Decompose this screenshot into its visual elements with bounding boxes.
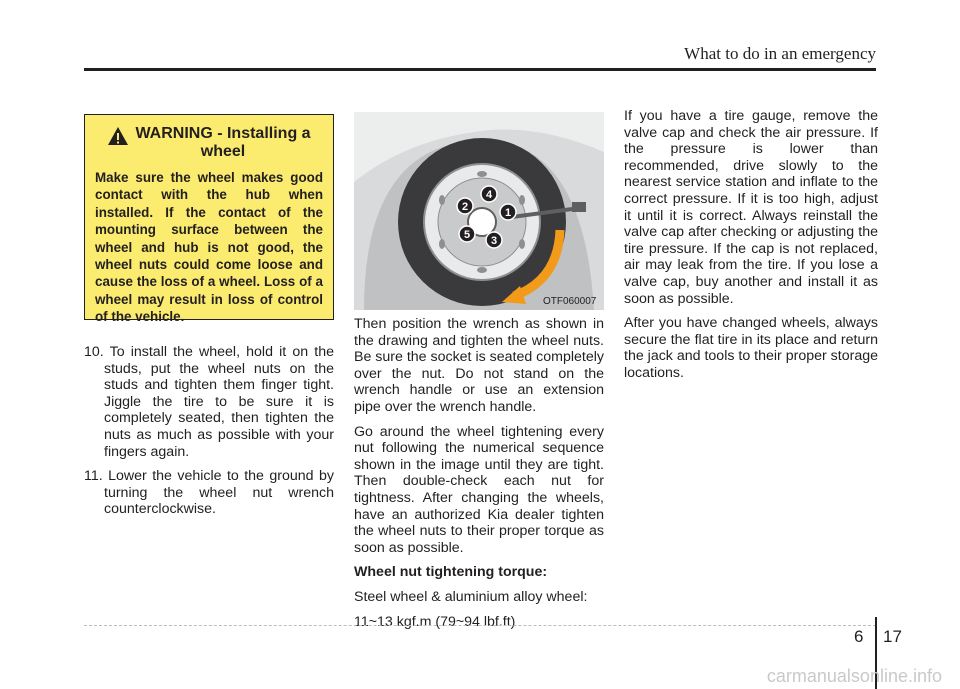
nut-4 [481,186,497,202]
step-11: 11. Lower the vehicle to the ground by turning the wheel nut wrench counterclockwise. [84,468,334,518]
nut-3 [486,232,502,248]
svg-text:4: 4 [485,189,493,201]
warning-body: Make sure the wheel makes good contact with the hub when installed. If the contact of the mounting surface between the wheel and hub is not good, the wheel nuts could come loose and cause the loss of a wheel. Loss of a wheel may result in loss of control of the vehicle. [95,170,323,325]
svg-text:5: 5 [463,229,471,241]
wheel-illustration [354,112,604,310]
tightening-paragraph: Go around the wheel tightening every nut following the numerical sequence shown in the image until they are tight. Then double-check each nut for tightness. After changing the wheels, have an authorized Kia dealer tighten the wheel nuts to their proper torque as soon as possible. [354,423,604,556]
step-10: 10. To install the wheel, hold it on the studs, put the wheel nuts on the studs and tighten them finger tight. Jiggle the tire to be sure it is completely seated, then tighten the nuts as much as possible with your fingers again. [84,344,334,460]
torque-heading: Wheel nut tightening torque: [354,564,548,581]
warning-triangle-icon [107,126,129,146]
nut-5 [459,226,475,242]
svg-text:1: 1 [504,207,512,219]
watermark: carmanualsonline.info [766,666,942,686]
tire-pressure-paragraph: If you have a tire gauge, remove the valve cap and check the air pressure. If the pressure is lower than recommended, drive slowly to the nearest service station and inflate to the correct pressure. If it is too high, adjust it until it is correct. Always reinstall the valve cap after checking or adjusting the tire pressure. If the cap is not replaced, air may leak from the tire. If you lose a valve cap, buy another and install it as soon as possible. [624,108,878,307]
torque-label: Steel wheel & aluminium alloy wheel: [354,588,588,605]
nut-2 [457,198,473,214]
header-rule [84,68,876,71]
wrench-grip [572,202,586,212]
steps-column [84,344,334,526]
page-number: 17 [883,627,902,646]
figure-caption: OTF060007 [543,296,597,307]
footer-rule [84,625,876,626]
section-title: What to do in an emergency [684,44,876,63]
warning-header [95,125,323,161]
svg-text:3: 3 [490,235,498,247]
warning-title: WARNING - Installing a wheel [135,125,311,160]
storage-paragraph: After you have changed wheels, always secure the flat tire in its place and return the jack and tools to their proper storage locations. [624,315,878,381]
middle-column [354,316,604,638]
wrench-paragraph: Then position the wrench as shown in the drawing and tighten the wheel nuts. Be sure the socket is seated completely over the nut. Do not stand on the wrench handle or use an extension pipe over the wrench handle. [354,316,604,415]
right-column [624,108,878,390]
chapter-number: 6 [854,627,864,646]
torque-value: 11~13 kgf.m (79~94 lbf.ft) [354,613,516,630]
warning-box [84,114,334,325]
nut-1 [500,204,516,220]
svg-text:2: 2 [461,201,469,213]
